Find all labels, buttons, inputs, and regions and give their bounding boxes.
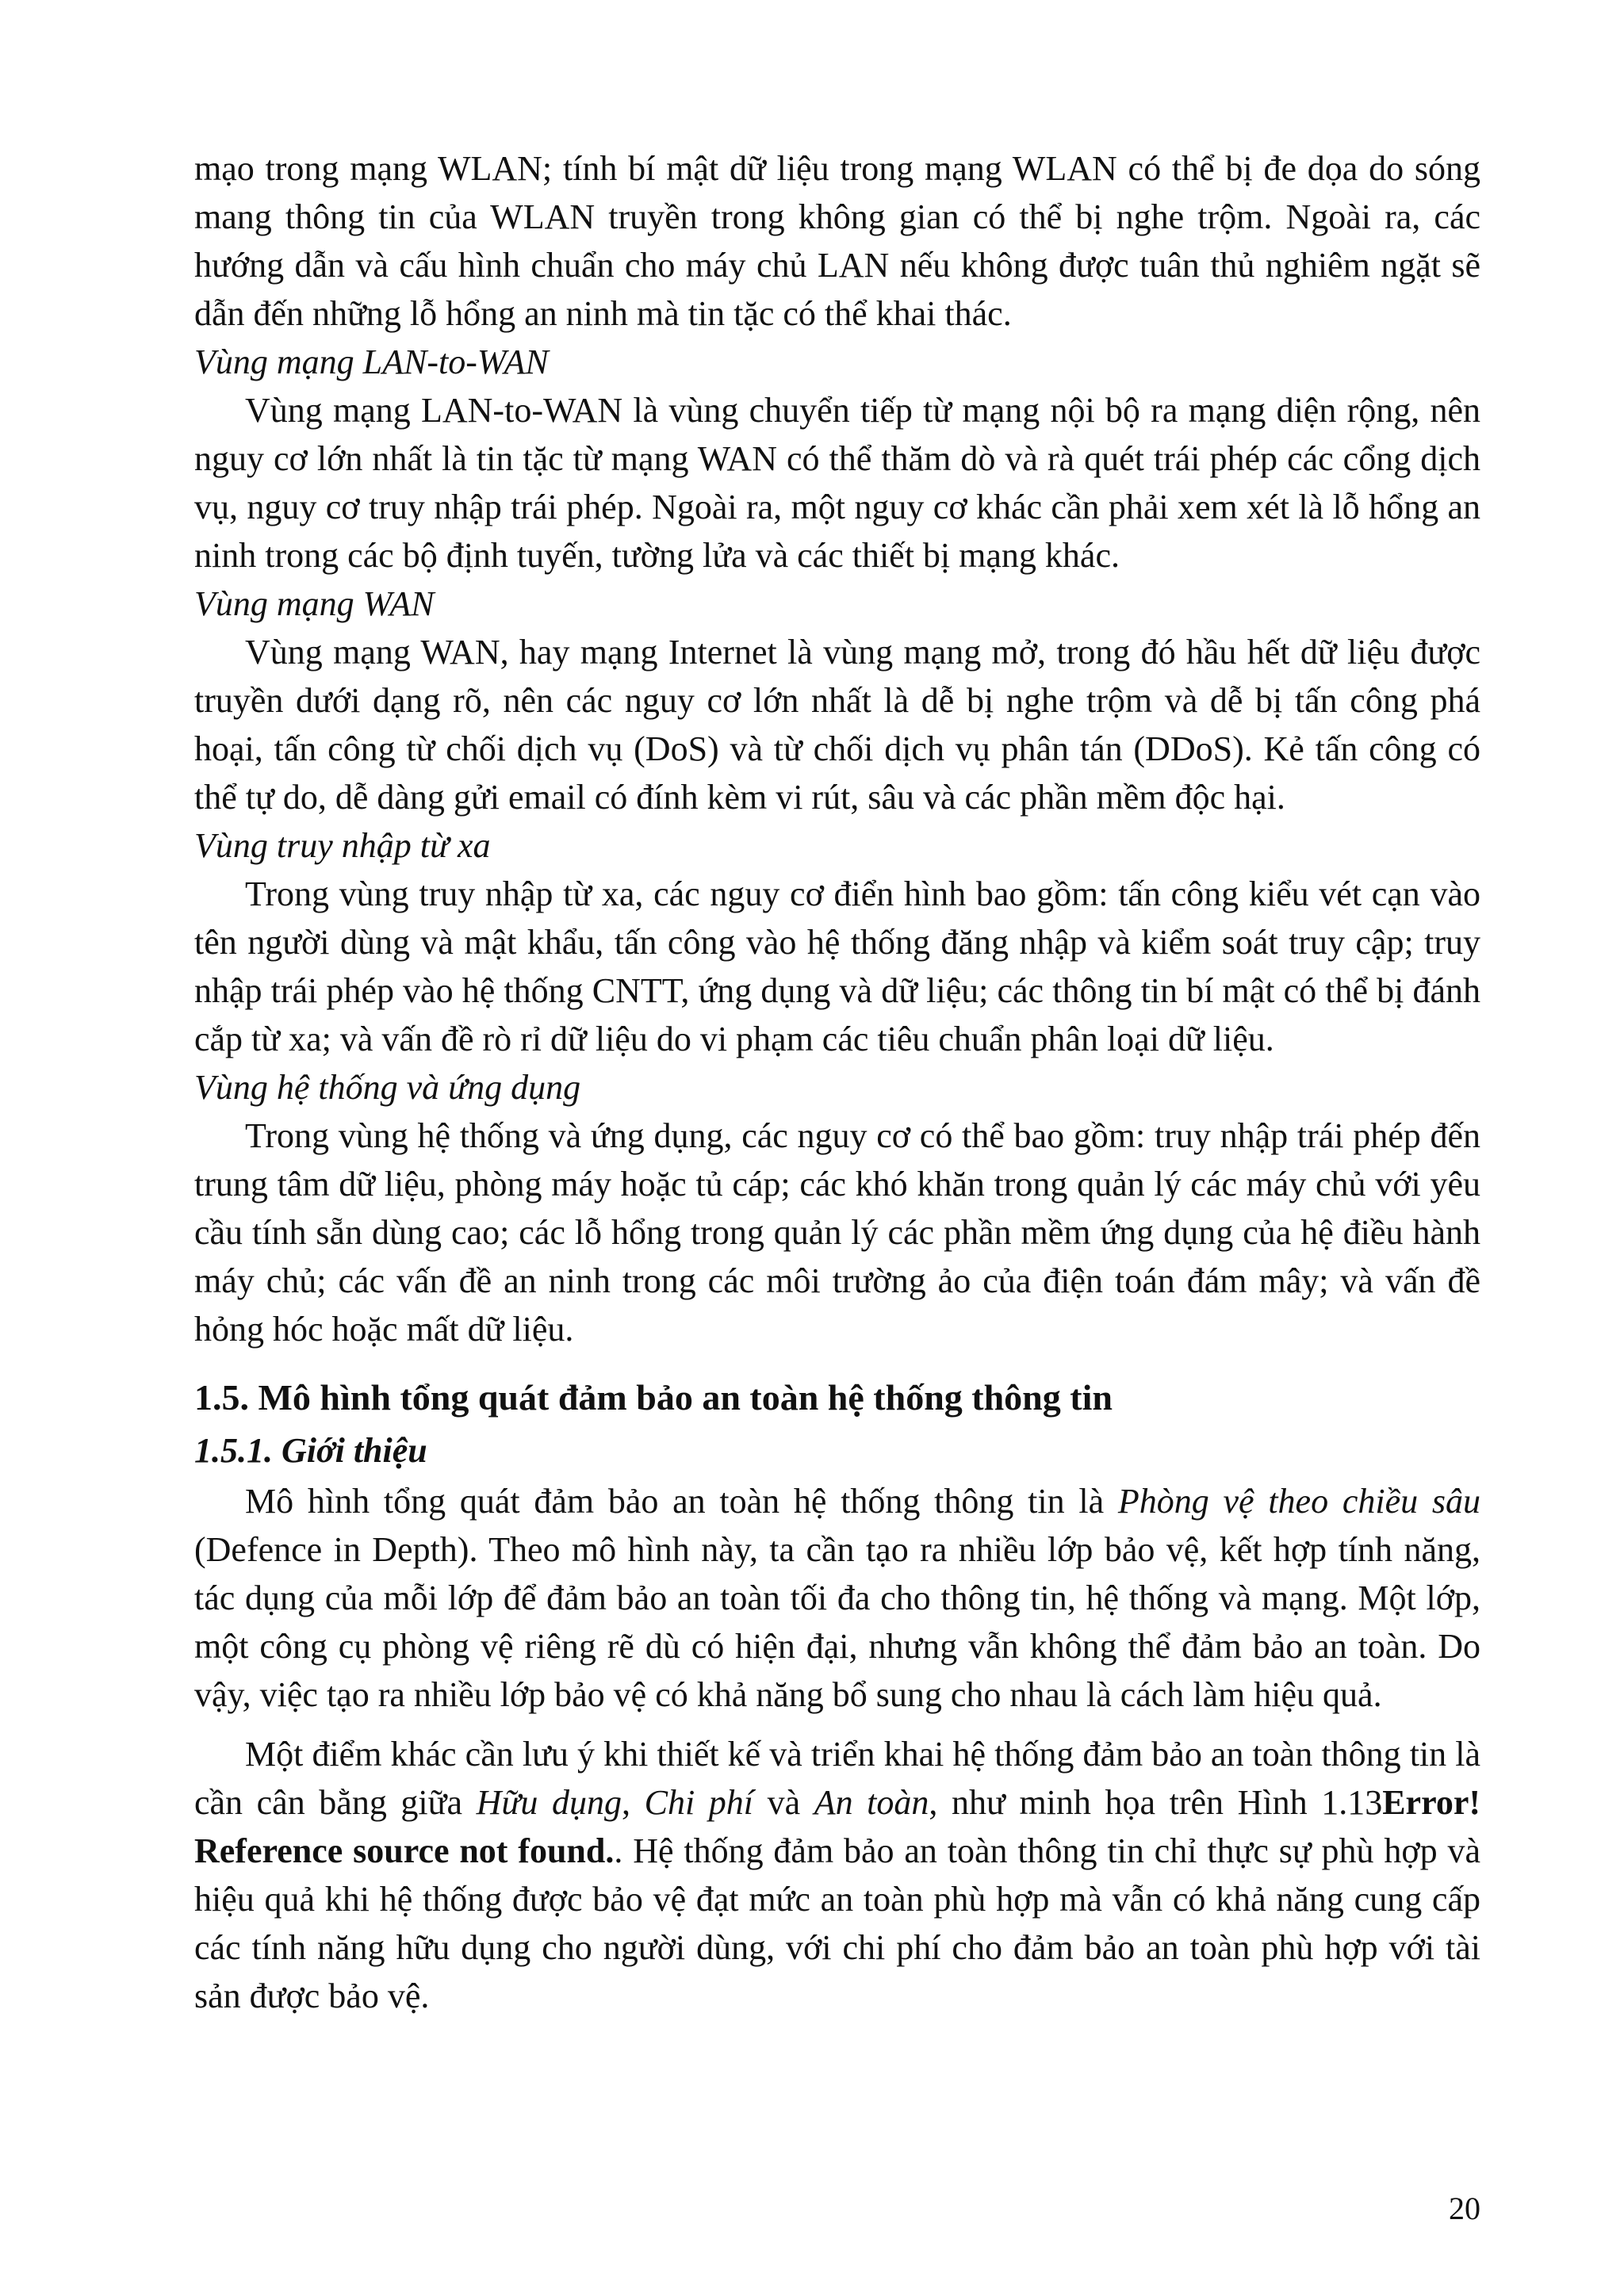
text-run: Mô hình tổng quát đảm bảo an toàn hệ thống thông tin là	[245, 1482, 1118, 1521]
emphasis-security: An toàn	[814, 1783, 929, 1822]
paragraph-system-application: Trong vùng hệ thống và ứng dụng, các nguy cơ có thể bao gồm: truy nhập trái phép đến trung tâm dữ liệu, phòng máy hoặc tủ cáp; các khó khăn trong quản lý các máy chủ với yêu cầu tính sẵn dùng cao; các lỗ hổng trong quản lý các phần mềm ứng dụng của hệ điều hành máy chủ; các vấn đề an ninh trong các môi trường ảo của điện toán đám mây; và vấn đề hỏng hóc hoặc mất dữ liệu.	[194, 1116, 1480, 1349]
paragraph-defence-in-depth	[194, 1477, 1480, 1719]
text-run: ,	[622, 1783, 645, 1822]
emphasis-cost: Chi phí	[644, 1783, 753, 1822]
text-run: Một điểm khác cần lưu ý khi thiết kế và triển khai hệ thống đảm bảo an toàn thông tin là cần cân bằng giữa	[194, 1735, 1480, 1822]
subheading-wan: Vùng mạng WAN	[194, 584, 435, 623]
text-run: và	[753, 1783, 814, 1822]
document-page	[194, 144, 1480, 2020]
paragraph-remote-access: Trong vùng truy nhập từ xa, các nguy cơ điển hình bao gồm: tấn công kiểu vét cạn vào tên người dùng và mật khẩu, tấn công vào hệ thống đăng nhập và kiểm soát truy cập; truy nhập trái phép vào hệ thống CNTT, ứng dụng và dữ liệu; các thông tin bí mật có thể bị đánh cắp từ xa; và vấn đề rò rỉ dữ liệu do vi phạm các tiêu chuẩn phân loại dữ liệu.	[194, 874, 1480, 1058]
paragraph-wlan-continued: mạo trong mạng WLAN; tính bí mật dữ liệu trong mạng WLAN có thể bị đe dọa do sóng mang thông tin của WLAN truyền trong không gian có thể bị nghe trộm. Ngoài ra, các hướng dẫn và cấu hình chuẩn cho máy chủ LAN nếu không được tuân thủ nghiêm ngặt sẽ dẫn đến những lỗ hổng an ninh mà tin tặc có thể khai thác.	[194, 149, 1480, 333]
subsection-title: 1.5.1. Giới thiệu	[194, 1431, 427, 1470]
section-title: 1.5. Mô hình tổng quát đảm bảo an toàn hệ thống thông tin	[194, 1377, 1113, 1418]
emphasis-defence-in-depth: Phòng vệ theo chiều sâu	[1117, 1482, 1480, 1521]
paragraph-lan-to-wan: Vùng mạng LAN-to-WAN là vùng chuyển tiếp từ mạng nội bộ ra mạng diện rộng, nên nguy cơ lớn nhất là tin tặc từ mạng WAN có thể thăm dò và rà quét trái phép các cổng dịch vụ, nguy cơ truy nhập trái phép. Ngoài ra, một nguy cơ khác cần phải xem xét là lỗ hổng an ninh trong các bộ định tuyến, tường lửa và các thiết bị mạng khác.	[194, 391, 1480, 575]
subheading-remote-access: Vùng truy nhập từ xa	[194, 826, 491, 865]
subheading-lan-to-wan: Vùng mạng LAN-to-WAN	[194, 342, 549, 381]
reference-error: Error! Reference source not found.	[194, 1783, 1480, 1870]
emphasis-usability: Hữu dụng	[476, 1783, 622, 1822]
text-run: (Defence in Depth). Theo mô hình này, ta cần tạo ra nhiều lớp bảo vệ, kết hợp tính năng, tác dụng của mỗi lớp để đảm bảo an toàn tối đa cho thông tin, hệ thống và mạng. Một lớp, một công cụ phòng vệ riêng rẽ dù có hiện đại, nhưng vẫn không thể đảm bảo an toàn. Do vậy, việc tạo ra nhiều lớp bảo vệ có khả năng bổ sung cho nhau là cách làm hiệu quả.	[194, 1530, 1480, 1714]
subheading-system-application: Vùng hệ thống và ứng dụng	[194, 1068, 581, 1107]
text-run: . Hệ thống đảm bảo an toàn thông tin chỉ thực sự phù hợp và hiệu quả khi hệ thống được bảo vệ đạt mức an toàn phù hợp mà vẫn có khả năng cung cấp các tính năng hữu dụng cho người dùng, với chi phí cho đảm bảo an toàn phù hợp với tài sản được bảo vệ.	[194, 1831, 1480, 2015]
paragraph-balance	[194, 1730, 1480, 2020]
page-number: 20	[1449, 2191, 1480, 2226]
paragraph-wan: Vùng mạng WAN, hay mạng Internet là vùng mạng mở, trong đó hầu hết dữ liệu được truyền dưới dạng rõ, nên các nguy cơ lớn nhất là dễ bị nghe trộm và dễ bị tấn công phá hoại, tấn công từ chối dịch vụ (DoS) và từ chối dịch vụ phân tán (DDoS). Kẻ tấn công có thể tự do, dễ dàng gửi email có đính kèm vi rút, sâu và các phần mềm độc hại.	[194, 633, 1480, 817]
text-run: , như minh họa trên Hình 1.13	[929, 1783, 1383, 1822]
